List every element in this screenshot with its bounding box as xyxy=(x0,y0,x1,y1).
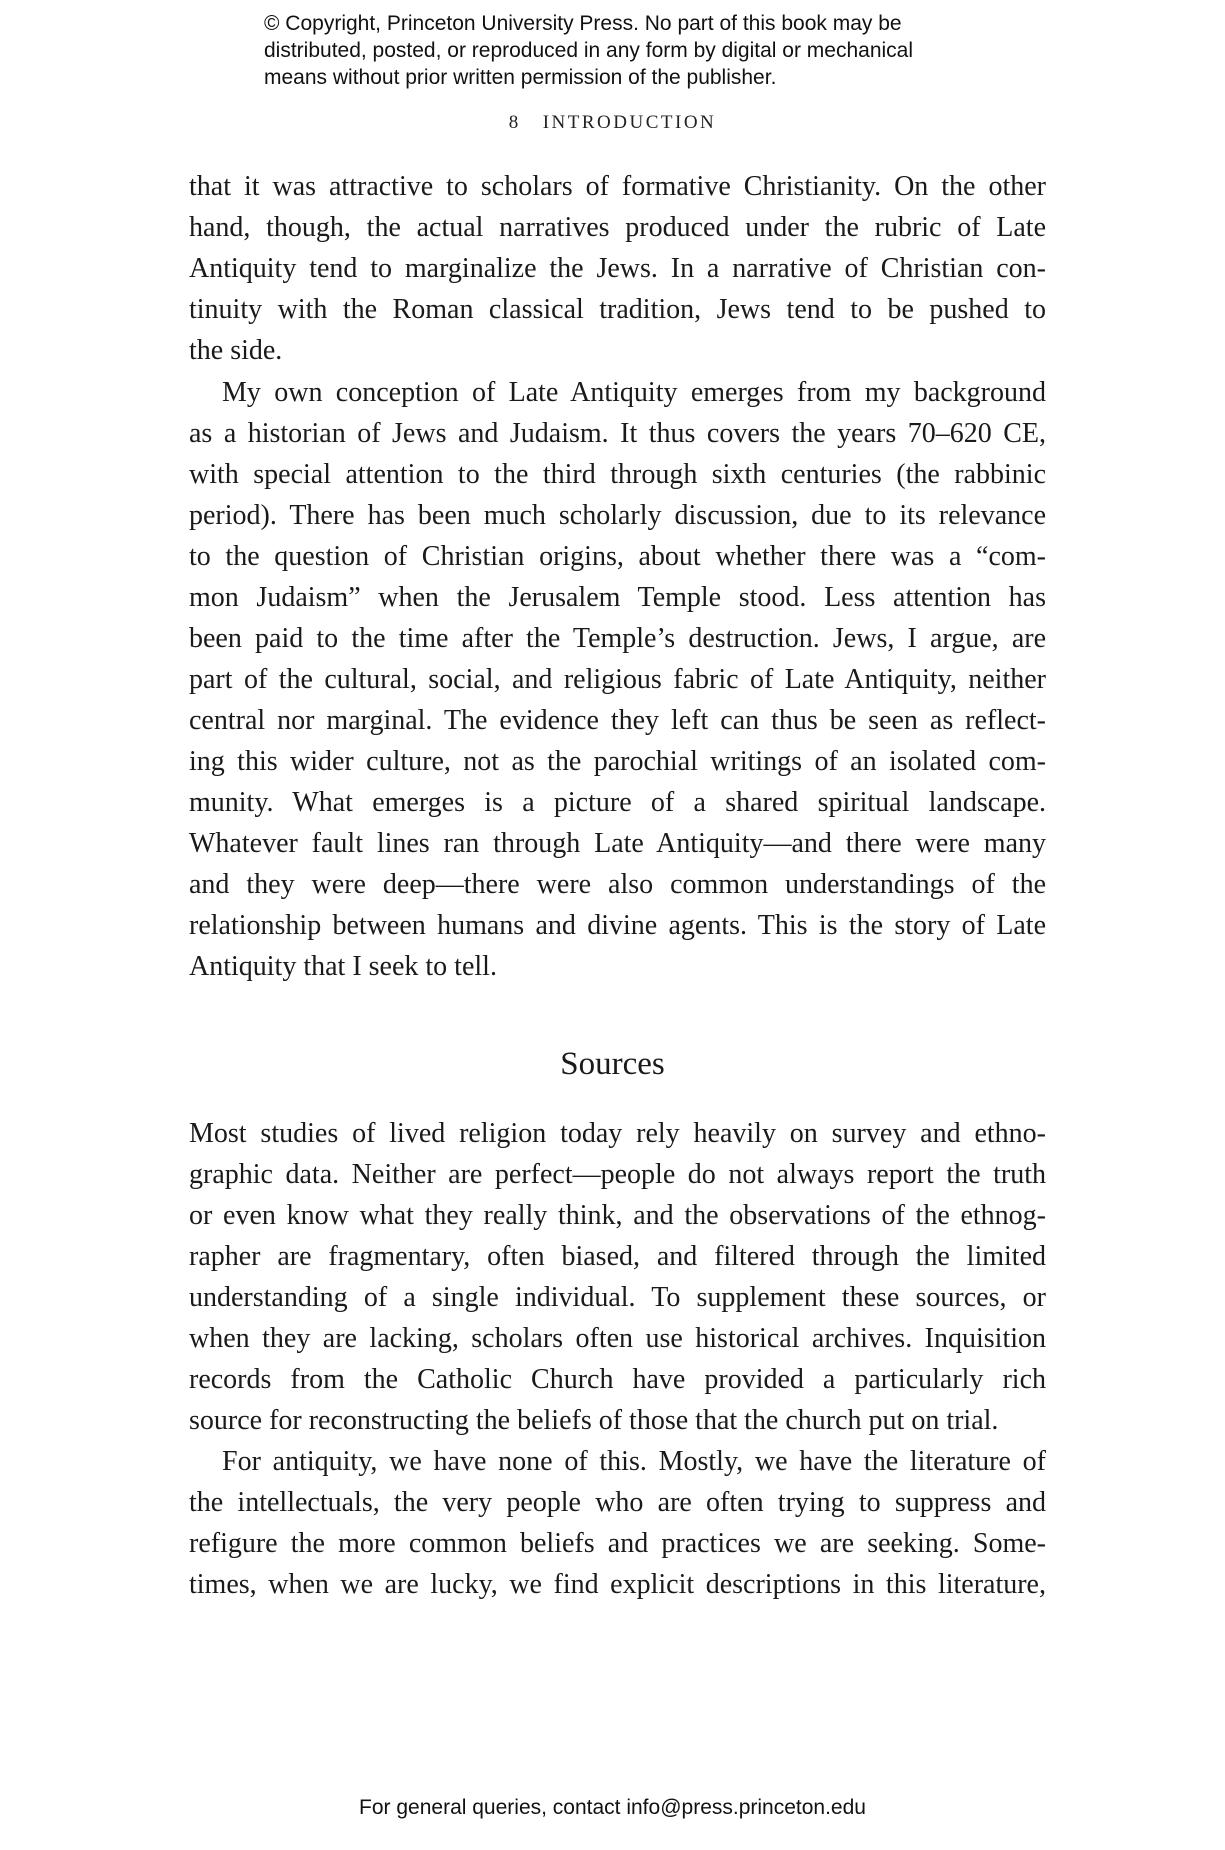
text-line: hand, though, the actual narratives produced under the rubric of Late xyxy=(189,212,1046,243)
text-line: and they were deep—there were also common understandings of the xyxy=(189,869,1046,900)
text-line: Whatever fault lines ran through Late Antiquity—and there were many xyxy=(189,828,1046,859)
text-line: Antiquity that I seek to tell. xyxy=(189,951,497,982)
text-line: tinuity with the Roman classical tradition, Jews tend to be pushed to xyxy=(189,294,1046,325)
text-line: mon Judaism” when the Jerusalem Temple stood. Less attention has xyxy=(189,582,1046,613)
paragraph xyxy=(189,372,1046,987)
copyright-line: distributed, posted, or reproduced in any form by digital or mechanical xyxy=(264,39,914,62)
text-line: that it was attractive to scholars of formative Christianity. On the other xyxy=(189,171,1046,202)
text-line: understanding of a single individual. To supplement these sources, or xyxy=(189,1282,1046,1313)
text-line: with special attention to the third through sixth centuries (the rabbinic xyxy=(189,459,1046,490)
chapter-title: INTRODUCTION xyxy=(542,112,717,133)
text-line: records from the Catholic Church have provided a particularly rich xyxy=(189,1364,1046,1395)
text-line: the side. xyxy=(189,335,283,366)
text-line: rapher are fragmentary, often biased, and filtered through the limited xyxy=(189,1241,1046,1272)
text-line: when they are lacking, scholars often use historical archives. Inquisition xyxy=(189,1323,1046,1354)
text-line: to the question of Christian origins, about whether there was a “com- xyxy=(189,541,1046,572)
paragraph xyxy=(189,1113,1046,1441)
text-line: refigure the more common beliefs and practices we are seeking. Some- xyxy=(189,1528,1046,1559)
text-line: central nor marginal. The evidence they left can thus be seen as reflect- xyxy=(189,705,1046,736)
text-line: period). There has been much scholarly discussion, due to its relevance xyxy=(189,500,1046,531)
text-line: ing this wider culture, not as the parochial writings of an isolated com- xyxy=(189,746,1046,777)
text-line: Most studies of lived religion today rely heavily on survey and ethno- xyxy=(189,1118,1046,1149)
page-number: 8 xyxy=(508,112,521,133)
text-line: graphic data. Neither are perfect—people do not always report the truth xyxy=(189,1159,1046,1190)
text-line: relationship between humans and divine agents. This is the story of Late xyxy=(189,910,1046,941)
text-line: part of the cultural, social, and religious fabric of Late Antiquity, neither xyxy=(189,664,1046,695)
copyright-line: © Copyright, Princeton University Press. No part of this book may be xyxy=(264,12,902,35)
text-line: For antiquity, we have none of this. Mostly, we have the literature of xyxy=(222,1446,1046,1477)
text-line: as a historian of Jews and Judaism. It thus covers the years 70–620 CE, xyxy=(189,418,1046,449)
text-line: the intellectuals, the very people who are often trying to suppress and xyxy=(189,1487,1046,1518)
text-line: My own conception of Late Antiquity emerges from my background xyxy=(222,377,1046,408)
running-head xyxy=(0,112,1225,134)
paragraph xyxy=(189,166,1046,371)
section-heading: Sources xyxy=(560,1046,665,1082)
text-line: been paid to the time after the Temple’s destruction. Jews, I argue, are xyxy=(189,623,1046,654)
paragraph xyxy=(189,1441,1046,1605)
text-line: munity. What emerges is a picture of a shared spiritual landscape. xyxy=(189,787,1046,818)
footer-contact: For general queries, contact info@press.princeton.edu xyxy=(359,1796,866,1819)
text-line: source for reconstructing the beliefs of those that the church put on trial. xyxy=(189,1405,999,1436)
text-line: or even know what they really think, and the observations of the ethnog- xyxy=(189,1200,1046,1231)
text-line: Antiquity tend to marginalize the Jews. In a narrative of Christian con- xyxy=(189,253,1046,284)
text-line: times, when we are lucky, we find explicit descriptions in this literature, xyxy=(189,1569,1046,1600)
copyright-notice xyxy=(264,10,984,91)
copyright-line: means without prior written permission of the publisher. xyxy=(264,66,777,89)
